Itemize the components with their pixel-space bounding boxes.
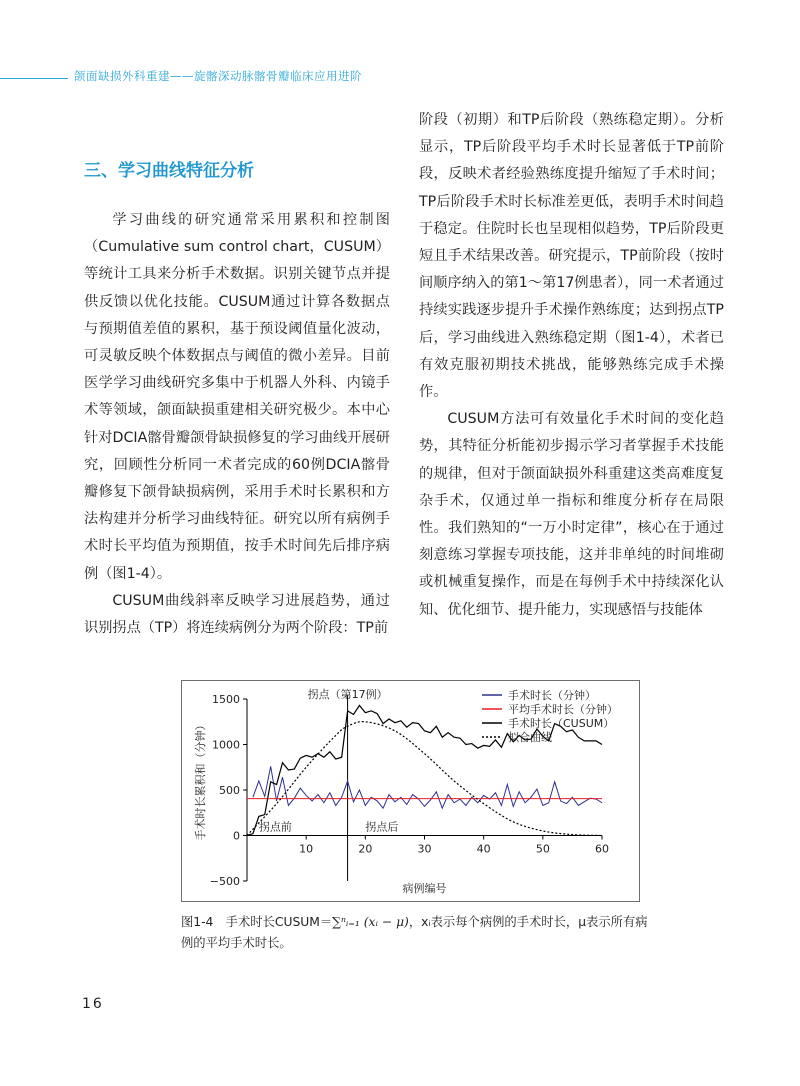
x-tick-label: 20 [358,842,373,856]
header-rule [0,78,68,79]
region-label-after: 拐点后 [365,820,399,834]
legend-label: 平均手术时长（分钟） [508,703,618,716]
y-tick-label: 1000 [212,738,240,752]
legend-label: 拟合曲线 [508,731,552,744]
y-tick-label: −500 [209,875,240,888]
caption-suffix: ，xᵢ表示每个病例的手术时长，μ表示所有病例的平均手术时长。 [181,915,648,950]
series-line-0 [253,766,602,808]
left-column [84,207,390,642]
paragraph: 阶段（初期）和TP后阶段（熟练稳定期）。分析显示，TP后阶段平均手术时长显著低于TP前阶段，反映术者经验熟练度提升缩短了手术时间；TP后阶段手术时长标准差更低，表明手术时间趋于稳定。住院时长也呈现相似趋势，TP后阶段更短且手术结果改善。研究提示，TP前阶段（按时间顺序纳入的第1～第17例患者），同一术者通过持续实践逐步提升手术操作熟练度；达到拐点TP后，学习曲线进入熟练稳定期（图1-4），术者已有效克服初期技术挑战，能够熟练完成手术操作。 [419,112,724,401]
legend-label: 手术时长（CUSUM） [508,717,615,730]
x-tick-label: 60 [595,842,609,856]
legend-label: 手术时长（分钟） [508,689,596,702]
running-header: 颌面缺损外科重建——旋髂深动脉髂骨瓣临床应用进阶 [74,69,362,83]
page-number: 16 [82,996,104,1012]
y-tick-label: 1500 [212,693,240,706]
turning-point-label: 拐点（第17例） [307,688,388,701]
cusum-chart [182,681,641,903]
x-tick-label: 10 [299,842,314,856]
y-tick-label: 500 [219,784,240,797]
x-tick-label: 50 [535,842,550,856]
x-axis-label: 病例编号 [402,882,447,895]
right-column [419,107,724,624]
figure-caption [181,912,651,954]
section-title: 三、学习曲线特征分析 [84,161,254,181]
region-label-before: 拐点前 [258,820,292,834]
x-tick-label: 30 [417,842,432,856]
figure-1-4 [181,680,640,902]
paragraph: 学习曲线的研究通常采用累积和控制图（Cumulative sum control chart，CUSUM）等统计工具来分析手术数据。识别关键节点并提供反馈以优化技能。CUSUM通过计算各数据点与预期值差值的累积，基于预设阈值量化波动，可灵敏反映个体数据点与阈值的微小差异。目前医学学习曲线研究多集中于机器人外科、内镜手术等领域，颌面缺损重建相关研究极少。本中心针对DCIA髂骨瓣颌骨缺损修复的学习曲线开展研究，回顾性分析同一术者完成的60例DCIA髂骨瓣修复下颌骨缺损病例，采用手术时长累积和方法构建并分析学习曲线特征。研究以所有病例手术时长平均值为预期值，按手术时间先后排序病例（图1-4）。 [84,212,390,582]
paragraph: CUSUM方法可有效量化手术时间的变化趋势，其特征分析能初步揭示学习者掌握手术技能的规律，但对于颌面缺损外科重建这类高难度复杂手术，仅通过单一指标和维度分析存在局限性。我们熟知的“一万小时定律”，核心在于通过刻意练习掌握专项技能，这并非单纯的时间堆砌或机械重复操作，而是在每例手术中持续深化认知、优化细节、提升能力，实现感悟与技能体 [419,411,724,618]
caption-prefix: 图1-4 手术时长CUSUM＝ [181,915,333,929]
paragraph: CUSUM曲线斜率反映学习进展趋势，通过识别拐点（TP）将连续病例分为两个阶段：TP前 [84,592,390,637]
y-tick-label: 0 [233,829,240,843]
x-tick-label: 40 [476,842,491,856]
y-axis-label: 手术时长累积和（分钟） [194,719,207,841]
caption-formula: ∑ⁿᵢ₌₁ (xᵢ − μ) [332,915,409,929]
